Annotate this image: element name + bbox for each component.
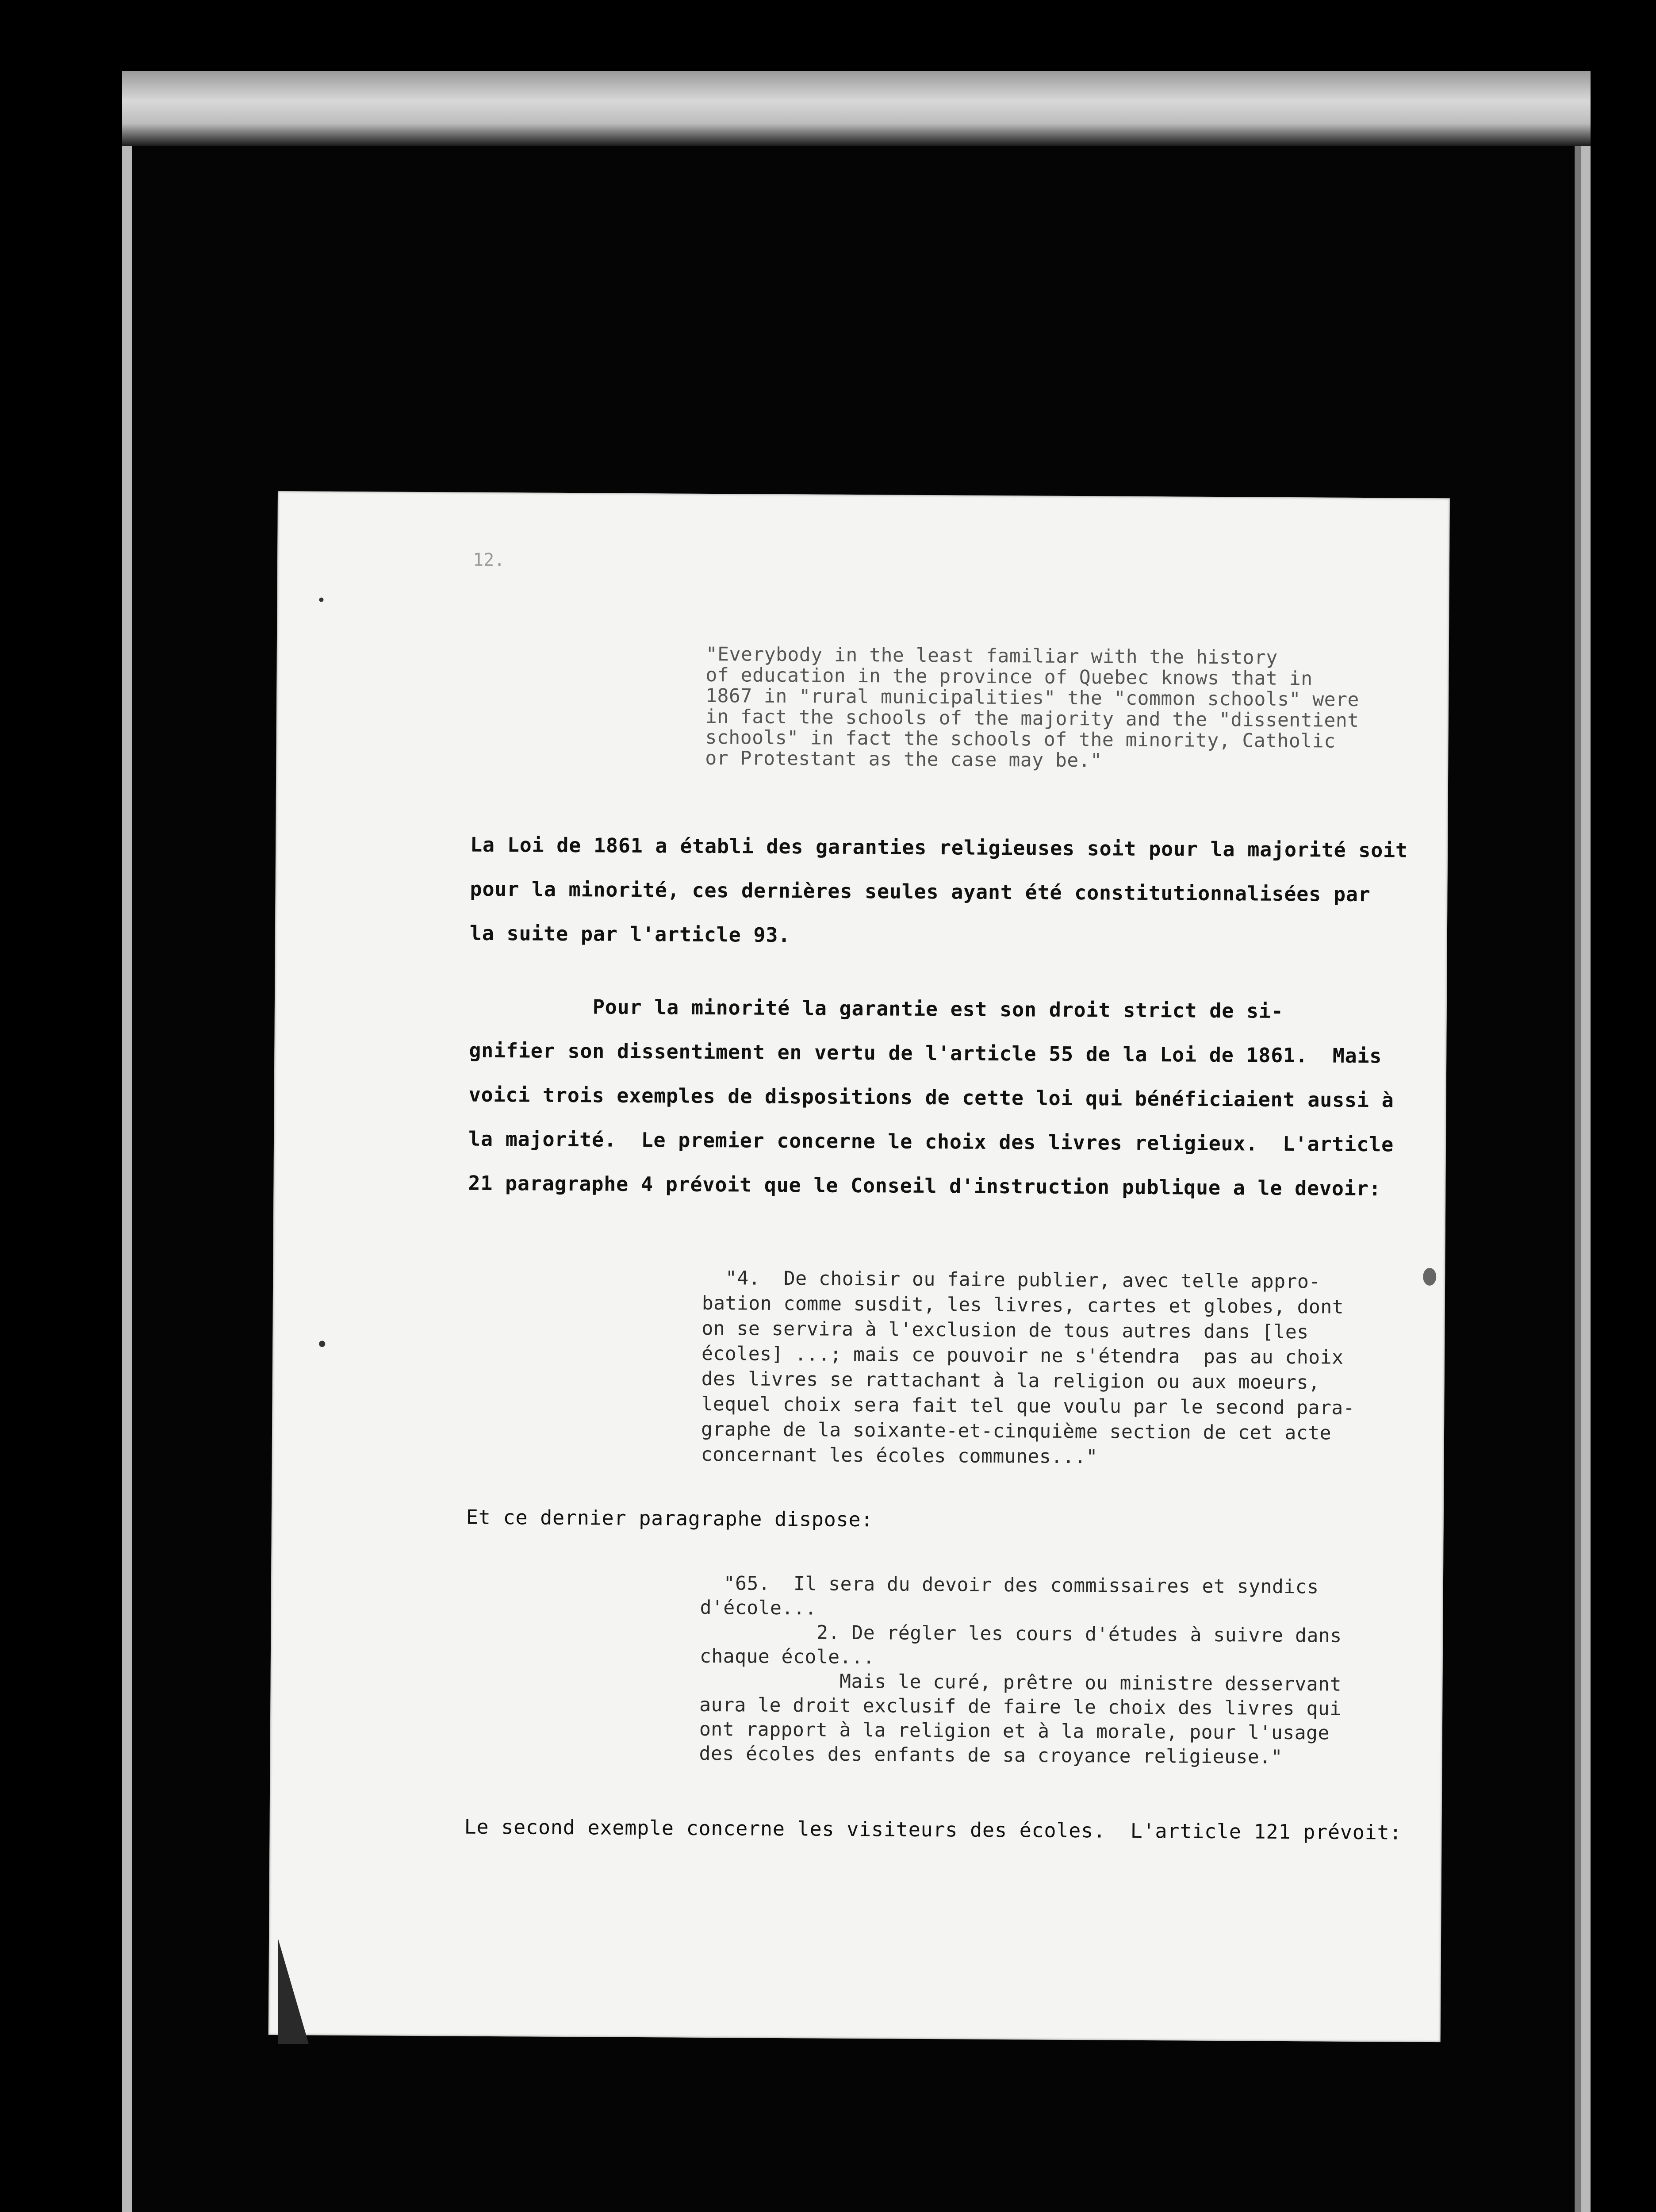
quote-line: on se servira à l'exclusion de tous autres dans [les (702, 1317, 1309, 1344)
quote-line: d'école... (700, 1596, 817, 1620)
paragraph-line: 21 paragraphe 4 prévoit que le Conseil d'instruction publique a le devoir: (468, 1171, 1381, 1201)
paragraph-line: gnifier son dissentiment en vertu de l'article 55 de la Loi de 1861. Mais (469, 1038, 1382, 1068)
quote-line: écoles] ...; mais ce pouvoir ne s'étendra pas au choix (701, 1342, 1344, 1369)
film-edge (1575, 146, 1581, 2212)
paragraph-line: pour la minorité, ces dernières seules ayant été constitutionnalisées par (470, 877, 1371, 906)
paragraph-line: Pour la minorité la garantie est son droit strict de si- (469, 994, 1284, 1023)
quote-line: schools" in fact the schools of the minority, Catholic (705, 726, 1336, 753)
document-page (268, 491, 1450, 2042)
quote-line: bation comme susdit, les livres, cartes et globes, dont (702, 1292, 1344, 1318)
paragraph-line: voici trois exemples de dispositions de cette loi qui bénéficiaient aussi à (468, 1083, 1394, 1112)
quote-line: "4. De choisir ou faire publier, avec telle appro- (702, 1267, 1321, 1293)
quote-line: 1867 in "rural municipalities" the "common schools" were (705, 684, 1360, 711)
page-number: 12. (472, 549, 505, 571)
quote-line: chaque école... (699, 1645, 875, 1669)
quote-line: des livres se rattachant à la religion ou aux moeurs, (701, 1367, 1320, 1394)
quote-line: concernant les écoles communes..." (701, 1443, 1098, 1468)
paragraph-line: La Loi de 1861 a établi des garanties religieuses soit pour la majorité soit (470, 833, 1408, 862)
quote-line: aura le droit exclusif de faire le choix des livres qui (699, 1694, 1342, 1720)
quote-line: lequel choix sera fait tel que voulu par le second para- (701, 1393, 1355, 1419)
quote-line: in fact the schools of the majority and the "dissentient (705, 705, 1359, 732)
film-top-strip (122, 71, 1591, 146)
quote-line: "Everybody in the least familiar with the history (705, 643, 1278, 669)
paragraph-line: la suite par l'article 93. (469, 921, 791, 947)
quote-line: "65. Il sera du devoir des commissaires et syndics (700, 1572, 1319, 1598)
quote-line: Mais le curé, prêtre ou ministre desservant (699, 1669, 1342, 1696)
paragraph-line: la majorité. Le premier concerne le choix des livres religieux. L'article (468, 1127, 1394, 1156)
paragraph-4: Le second exemple concerne les visiteurs des écoles. L'article 121 prévoit: (464, 1815, 1402, 1844)
quote-line: 2. De régler les cours d'études à suivre dans (700, 1621, 1342, 1647)
quote-line: or Protestant as the case may be." (705, 747, 1102, 772)
quote-line: ont rapport à la religion et à la morale, pour l'usage (699, 1718, 1330, 1744)
quote-line: of education in the province of Quebec knows that in (705, 664, 1313, 690)
paragraph-3: Et ce dernier paragraphe dispose: (466, 1505, 874, 1532)
speck (319, 598, 323, 602)
speck (319, 1341, 325, 1347)
quote-line: graphe de la soixante-et-cinquième section de cet acte (701, 1418, 1332, 1444)
quote-line: des écoles des enfants de sa croyance religieuse." (699, 1742, 1283, 1768)
speck (1423, 1268, 1436, 1286)
